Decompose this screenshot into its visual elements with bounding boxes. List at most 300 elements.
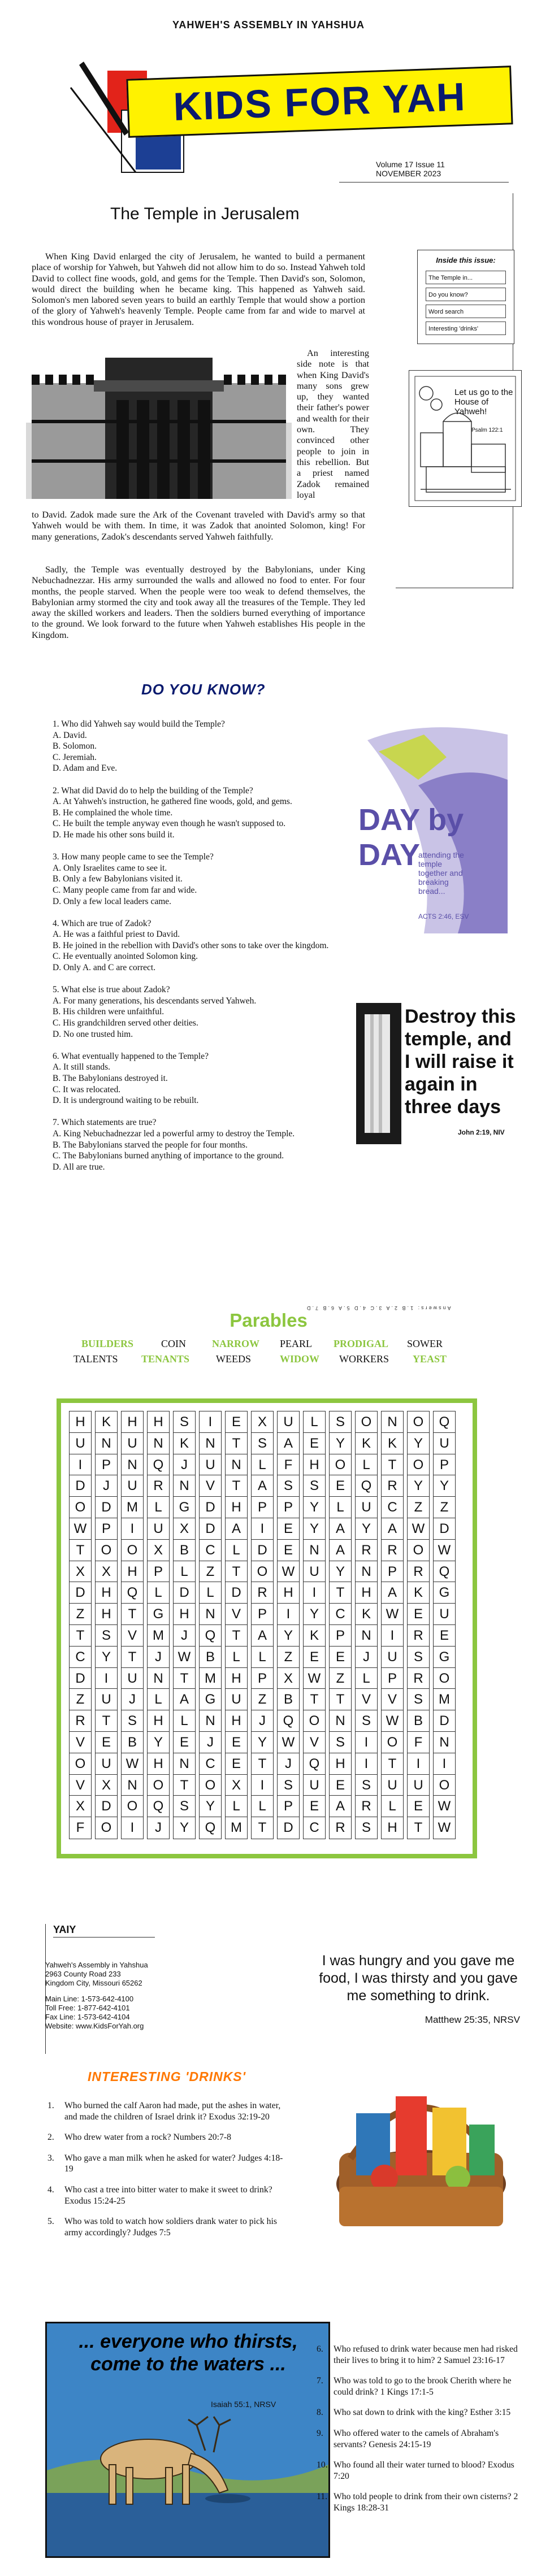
grid-cell[interactable]: E <box>225 1411 248 1433</box>
grid-cell[interactable]: U <box>277 1411 300 1433</box>
grid-cell[interactable]: O <box>355 1411 378 1433</box>
grid-cell[interactable]: M <box>121 1496 144 1519</box>
grid-cell[interactable]: V <box>69 1774 92 1797</box>
grid-cell[interactable]: S <box>355 1774 378 1797</box>
grid-cell[interactable]: X <box>69 1561 92 1583</box>
grid-cell[interactable]: L <box>251 1795 274 1818</box>
grid-cell[interactable]: J <box>251 1710 274 1732</box>
grid-cell[interactable]: T <box>407 1817 430 1839</box>
grid-cell[interactable]: T <box>381 1753 404 1775</box>
grid-cell[interactable]: R <box>329 1817 352 1839</box>
grid-cell[interactable]: Z <box>69 1603 92 1626</box>
grid-cell[interactable]: J <box>147 1646 170 1669</box>
grid-cell[interactable]: M <box>433 1688 456 1711</box>
grid-cell[interactable]: E <box>277 1539 300 1562</box>
grid-cell[interactable]: H <box>225 1496 248 1519</box>
grid-cell[interactable]: P <box>95 1454 118 1476</box>
grid-cell[interactable]: H <box>225 1667 248 1690</box>
grid-cell[interactable]: T <box>303 1688 326 1711</box>
grid-cell[interactable]: N <box>95 1432 118 1455</box>
grid-cell[interactable]: L <box>173 1561 196 1583</box>
grid-cell[interactable]: K <box>355 1432 378 1455</box>
grid-cell[interactable]: L <box>173 1710 196 1732</box>
grid-cell[interactable]: K <box>173 1432 196 1455</box>
grid-cell[interactable]: T <box>329 1688 352 1711</box>
grid-cell[interactable]: M <box>147 1624 170 1647</box>
grid-cell[interactable]: R <box>381 1539 404 1562</box>
grid-cell[interactable]: U <box>69 1432 92 1455</box>
grid-cell[interactable]: N <box>199 1432 222 1455</box>
grid-cell[interactable]: J <box>147 1817 170 1839</box>
grid-cell[interactable]: A <box>381 1582 404 1604</box>
grid-cell[interactable]: T <box>329 1582 352 1604</box>
grid-cell[interactable]: O <box>147 1774 170 1797</box>
grid-cell[interactable]: U <box>225 1688 248 1711</box>
grid-cell[interactable]: C <box>381 1496 404 1519</box>
grid-cell[interactable]: U <box>303 1774 326 1797</box>
grid-cell[interactable]: V <box>225 1603 248 1626</box>
grid-cell[interactable]: T <box>121 1646 144 1669</box>
grid-cell[interactable]: B <box>199 1646 222 1669</box>
grid-cell[interactable]: Y <box>407 1432 430 1455</box>
grid-cell[interactable]: E <box>329 1646 352 1669</box>
grid-cell[interactable]: X <box>147 1539 170 1562</box>
grid-cell[interactable]: H <box>303 1454 326 1476</box>
grid-cell[interactable]: Y <box>303 1603 326 1626</box>
grid-cell[interactable]: P <box>251 1603 274 1626</box>
grid-cell[interactable]: N <box>433 1731 456 1754</box>
grid-cell[interactable]: O <box>407 1411 430 1433</box>
grid-cell[interactable]: E <box>173 1731 196 1754</box>
grid-cell[interactable]: R <box>355 1539 378 1562</box>
grid-cell[interactable]: A <box>277 1432 300 1455</box>
grid-cell[interactable]: H <box>225 1710 248 1732</box>
grid-cell[interactable]: E <box>407 1795 430 1818</box>
grid-cell[interactable]: J <box>173 1624 196 1647</box>
grid-cell[interactable]: T <box>225 1561 248 1583</box>
grid-cell[interactable]: D <box>225 1582 248 1604</box>
grid-cell[interactable]: N <box>303 1539 326 1562</box>
grid-cell[interactable]: Y <box>173 1817 196 1839</box>
grid-cell[interactable]: N <box>355 1624 378 1647</box>
grid-cell[interactable]: E <box>95 1731 118 1754</box>
grid-cell[interactable]: E <box>433 1624 456 1647</box>
grid-cell[interactable]: N <box>199 1603 222 1626</box>
grid-cell[interactable]: D <box>69 1475 92 1497</box>
grid-cell[interactable]: S <box>355 1710 378 1732</box>
grid-cell[interactable]: G <box>433 1582 456 1604</box>
grid-cell[interactable]: T <box>69 1624 92 1647</box>
grid-cell[interactable]: P <box>251 1667 274 1690</box>
grid-cell[interactable]: A <box>173 1688 196 1711</box>
grid-cell[interactable]: N <box>147 1432 170 1455</box>
grid-cell[interactable]: O <box>329 1454 352 1476</box>
grid-cell[interactable]: N <box>329 1710 352 1732</box>
grid-cell[interactable]: J <box>121 1688 144 1711</box>
grid-cell[interactable]: I <box>433 1753 456 1775</box>
grid-cell[interactable]: S <box>407 1646 430 1669</box>
grid-cell[interactable]: Y <box>329 1561 352 1583</box>
grid-cell[interactable]: M <box>225 1817 248 1839</box>
grid-cell[interactable]: J <box>95 1475 118 1497</box>
grid-cell[interactable]: H <box>329 1753 352 1775</box>
grid-cell[interactable]: V <box>69 1731 92 1754</box>
grid-cell[interactable]: T <box>251 1817 274 1839</box>
grid-cell[interactable]: H <box>381 1817 404 1839</box>
grid-cell[interactable]: H <box>147 1710 170 1732</box>
grid-cell[interactable]: I <box>355 1753 378 1775</box>
grid-cell[interactable]: E <box>225 1753 248 1775</box>
grid-cell[interactable]: W <box>433 1539 456 1562</box>
grid-cell[interactable]: Q <box>121 1582 144 1604</box>
grid-cell[interactable]: T <box>225 1475 248 1497</box>
grid-cell[interactable]: P <box>277 1496 300 1519</box>
grid-cell[interactable]: S <box>173 1411 196 1433</box>
grid-cell[interactable]: P <box>277 1795 300 1818</box>
grid-cell[interactable]: S <box>121 1710 144 1732</box>
grid-cell[interactable]: U <box>355 1496 378 1519</box>
grid-cell[interactable]: F <box>407 1731 430 1754</box>
grid-cell[interactable]: N <box>199 1710 222 1732</box>
grid-cell[interactable]: D <box>251 1539 274 1562</box>
grid-cell[interactable]: E <box>329 1475 352 1497</box>
grid-cell[interactable]: V <box>199 1475 222 1497</box>
grid-cell[interactable]: Q <box>147 1454 170 1476</box>
grid-cell[interactable]: U <box>147 1518 170 1540</box>
grid-cell[interactable]: O <box>303 1710 326 1732</box>
grid-cell[interactable]: L <box>147 1582 170 1604</box>
grid-cell[interactable]: T <box>381 1454 404 1476</box>
grid-cell[interactable]: I <box>381 1624 404 1647</box>
grid-cell[interactable]: N <box>225 1454 248 1476</box>
grid-cell[interactable]: P <box>381 1667 404 1690</box>
grid-cell[interactable]: N <box>173 1753 196 1775</box>
grid-cell[interactable]: X <box>69 1795 92 1818</box>
grid-cell[interactable]: I <box>251 1518 274 1540</box>
grid-cell[interactable]: D <box>69 1667 92 1690</box>
grid-cell[interactable]: A <box>329 1518 352 1540</box>
grid-cell[interactable]: K <box>355 1603 378 1626</box>
grid-cell[interactable]: O <box>121 1539 144 1562</box>
grid-cell[interactable]: A <box>251 1624 274 1647</box>
grid-cell[interactable]: C <box>199 1539 222 1562</box>
grid-cell[interactable]: D <box>95 1795 118 1818</box>
grid-cell[interactable]: G <box>199 1688 222 1711</box>
grid-cell[interactable]: D <box>199 1496 222 1519</box>
grid-cell[interactable]: O <box>95 1817 118 1839</box>
grid-cell[interactable]: J <box>355 1646 378 1669</box>
grid-cell[interactable]: H <box>277 1582 300 1604</box>
grid-cell[interactable]: S <box>355 1817 378 1839</box>
grid-cell[interactable]: A <box>381 1518 404 1540</box>
grid-cell[interactable]: X <box>277 1667 300 1690</box>
grid-cell[interactable]: Q <box>355 1475 378 1497</box>
grid-cell[interactable]: D <box>277 1817 300 1839</box>
grid-cell[interactable]: U <box>95 1688 118 1711</box>
grid-cell[interactable]: D <box>433 1518 456 1540</box>
grid-cell[interactable]: D <box>69 1582 92 1604</box>
grid-cell[interactable]: R <box>355 1795 378 1818</box>
grid-cell[interactable]: H <box>121 1561 144 1583</box>
grid-cell[interactable]: Y <box>251 1731 274 1754</box>
grid-cell[interactable]: Q <box>199 1624 222 1647</box>
grid-cell[interactable]: K <box>303 1624 326 1647</box>
grid-cell[interactable]: C <box>199 1753 222 1775</box>
grid-cell[interactable]: W <box>69 1518 92 1540</box>
grid-cell[interactable]: I <box>121 1518 144 1540</box>
grid-cell[interactable]: W <box>121 1753 144 1775</box>
grid-cell[interactable]: V <box>381 1688 404 1711</box>
grid-cell[interactable]: I <box>95 1667 118 1690</box>
grid-cell[interactable]: L <box>303 1411 326 1433</box>
grid-cell[interactable]: I <box>69 1454 92 1476</box>
grid-cell[interactable]: A <box>225 1518 248 1540</box>
grid-cell[interactable]: U <box>121 1667 144 1690</box>
grid-cell[interactable]: P <box>329 1624 352 1647</box>
grid-cell[interactable]: S <box>329 1411 352 1433</box>
grid-cell[interactable]: S <box>329 1731 352 1754</box>
grid-cell[interactable]: S <box>251 1432 274 1455</box>
grid-cell[interactable]: U <box>303 1561 326 1583</box>
grid-cell[interactable]: L <box>355 1454 378 1476</box>
grid-cell[interactable]: D <box>199 1518 222 1540</box>
grid-cell[interactable]: T <box>95 1710 118 1732</box>
grid-cell[interactable]: U <box>381 1646 404 1669</box>
grid-cell[interactable]: Q <box>147 1795 170 1818</box>
grid-cell[interactable]: Q <box>277 1710 300 1732</box>
grid-cell[interactable]: T <box>225 1432 248 1455</box>
grid-cell[interactable]: O <box>433 1667 456 1690</box>
grid-cell[interactable]: W <box>303 1667 326 1690</box>
grid-cell[interactable]: B <box>277 1688 300 1711</box>
grid-cell[interactable]: Y <box>95 1646 118 1669</box>
grid-cell[interactable]: I <box>303 1582 326 1604</box>
grid-cell[interactable]: Y <box>147 1731 170 1754</box>
grid-cell[interactable]: H <box>147 1411 170 1433</box>
grid-cell[interactable]: I <box>121 1817 144 1839</box>
grid-cell[interactable]: H <box>355 1582 378 1604</box>
grid-cell[interactable]: L <box>381 1795 404 1818</box>
grid-cell[interactable]: V <box>121 1624 144 1647</box>
grid-cell[interactable]: S <box>407 1688 430 1711</box>
grid-cell[interactable]: X <box>173 1518 196 1540</box>
grid-cell[interactable]: O <box>95 1539 118 1562</box>
grid-cell[interactable]: K <box>95 1411 118 1433</box>
grid-cell[interactable]: D <box>173 1582 196 1604</box>
grid-cell[interactable]: W <box>381 1710 404 1732</box>
grid-cell[interactable]: L <box>199 1582 222 1604</box>
grid-cell[interactable]: L <box>225 1795 248 1818</box>
grid-cell[interactable]: F <box>277 1454 300 1476</box>
grid-cell[interactable]: Y <box>329 1432 352 1455</box>
grid-cell[interactable]: E <box>303 1646 326 1669</box>
grid-cell[interactable]: I <box>355 1731 378 1754</box>
grid-cell[interactable]: W <box>433 1817 456 1839</box>
grid-cell[interactable]: I <box>251 1774 274 1797</box>
grid-cell[interactable]: C <box>69 1646 92 1669</box>
grid-cell[interactable]: L <box>329 1496 352 1519</box>
grid-cell[interactable]: Q <box>199 1817 222 1839</box>
grid-cell[interactable]: T <box>173 1667 196 1690</box>
grid-cell[interactable]: W <box>381 1603 404 1626</box>
grid-cell[interactable]: D <box>433 1710 456 1732</box>
grid-cell[interactable]: Z <box>251 1688 274 1711</box>
grid-cell[interactable]: Y <box>199 1795 222 1818</box>
grid-cell[interactable]: S <box>95 1624 118 1647</box>
grid-cell[interactable]: X <box>251 1411 274 1433</box>
grid-cell[interactable]: U <box>95 1753 118 1775</box>
grid-cell[interactable]: F <box>69 1817 92 1839</box>
grid-cell[interactable]: E <box>329 1774 352 1797</box>
grid-cell[interactable]: K <box>407 1582 430 1604</box>
grid-cell[interactable]: T <box>251 1753 274 1775</box>
grid-cell[interactable]: L <box>251 1646 274 1669</box>
grid-cell[interactable]: O <box>407 1539 430 1562</box>
grid-cell[interactable]: L <box>147 1688 170 1711</box>
grid-cell[interactable]: Y <box>407 1475 430 1497</box>
grid-cell[interactable]: W <box>277 1731 300 1754</box>
grid-cell[interactable]: H <box>121 1411 144 1433</box>
grid-cell[interactable]: P <box>147 1561 170 1583</box>
grid-cell[interactable]: Q <box>433 1561 456 1583</box>
grid-cell[interactable]: L <box>225 1539 248 1562</box>
grid-cell[interactable]: U <box>407 1774 430 1797</box>
grid-cell[interactable]: U <box>433 1432 456 1455</box>
grid-cell[interactable]: Z <box>407 1496 430 1519</box>
grid-cell[interactable]: Y <box>303 1518 326 1540</box>
grid-cell[interactable]: H <box>95 1582 118 1604</box>
grid-cell[interactable]: S <box>277 1475 300 1497</box>
grid-cell[interactable]: A <box>329 1795 352 1818</box>
grid-cell[interactable]: E <box>407 1603 430 1626</box>
grid-cell[interactable]: R <box>69 1710 92 1732</box>
grid-cell[interactable]: Z <box>199 1561 222 1583</box>
grid-cell[interactable]: R <box>407 1561 430 1583</box>
grid-cell[interactable]: Q <box>433 1411 456 1433</box>
grid-cell[interactable]: V <box>355 1688 378 1711</box>
grid-cell[interactable]: V <box>303 1731 326 1754</box>
grid-cell[interactable]: I <box>407 1753 430 1775</box>
grid-cell[interactable]: U <box>433 1603 456 1626</box>
grid-cell[interactable]: N <box>173 1475 196 1497</box>
grid-cell[interactable]: T <box>69 1539 92 1562</box>
grid-cell[interactable]: E <box>303 1795 326 1818</box>
grid-cell[interactable]: E <box>277 1518 300 1540</box>
grid-cell[interactable]: L <box>225 1646 248 1669</box>
grid-cell[interactable]: R <box>251 1582 274 1604</box>
grid-cell[interactable]: P <box>95 1518 118 1540</box>
grid-cell[interactable]: H <box>69 1411 92 1433</box>
grid-cell[interactable]: T <box>121 1603 144 1626</box>
grid-cell[interactable]: O <box>69 1753 92 1775</box>
grid-cell[interactable]: C <box>329 1603 352 1626</box>
grid-cell[interactable]: P <box>433 1454 456 1476</box>
grid-cell[interactable]: N <box>355 1561 378 1583</box>
grid-cell[interactable]: J <box>277 1753 300 1775</box>
grid-cell[interactable]: Y <box>277 1624 300 1647</box>
grid-cell[interactable]: X <box>95 1561 118 1583</box>
grid-cell[interactable]: B <box>121 1731 144 1754</box>
grid-cell[interactable]: R <box>147 1475 170 1497</box>
grid-cell[interactable]: C <box>303 1817 326 1839</box>
grid-cell[interactable]: N <box>147 1667 170 1690</box>
grid-cell[interactable]: R <box>407 1624 430 1647</box>
grid-cell[interactable]: N <box>121 1774 144 1797</box>
grid-cell[interactable]: U <box>199 1454 222 1476</box>
grid-cell[interactable]: X <box>225 1774 248 1797</box>
grid-cell[interactable]: X <box>95 1774 118 1797</box>
grid-cell[interactable]: W <box>407 1518 430 1540</box>
grid-cell[interactable]: R <box>407 1667 430 1690</box>
grid-cell[interactable]: J <box>199 1731 222 1754</box>
grid-cell[interactable]: H <box>173 1603 196 1626</box>
website[interactable]: Website: www.KidsForYah.org <box>45 2022 144 2030</box>
grid-cell[interactable]: O <box>433 1774 456 1797</box>
grid-cell[interactable]: D <box>95 1496 118 1519</box>
grid-cell[interactable]: O <box>251 1561 274 1583</box>
grid-cell[interactable]: O <box>199 1774 222 1797</box>
grid-cell[interactable]: A <box>329 1539 352 1562</box>
grid-cell[interactable]: T <box>225 1624 248 1647</box>
grid-cell[interactable]: Z <box>433 1496 456 1519</box>
grid-cell[interactable]: P <box>251 1496 274 1519</box>
grid-cell[interactable]: O <box>381 1731 404 1754</box>
grid-cell[interactable]: Y <box>355 1518 378 1540</box>
grid-cell[interactable]: O <box>69 1496 92 1519</box>
grid-cell[interactable]: M <box>199 1667 222 1690</box>
grid-cell[interactable]: S <box>173 1795 196 1818</box>
grid-cell[interactable]: N <box>121 1454 144 1476</box>
grid-cell[interactable]: Q <box>303 1753 326 1775</box>
grid-cell[interactable]: Y <box>433 1475 456 1497</box>
grid-cell[interactable]: W <box>277 1561 300 1583</box>
grid-cell[interactable]: L <box>355 1667 378 1690</box>
grid-cell[interactable]: Z <box>277 1646 300 1669</box>
grid-cell[interactable]: Z <box>329 1667 352 1690</box>
grid-cell[interactable]: B <box>407 1710 430 1732</box>
grid-cell[interactable]: U <box>121 1475 144 1497</box>
grid-cell[interactable]: L <box>251 1454 274 1476</box>
grid-cell[interactable]: O <box>407 1454 430 1476</box>
grid-cell[interactable]: P <box>381 1561 404 1583</box>
grid-cell[interactable]: U <box>121 1432 144 1455</box>
grid-cell[interactable]: W <box>433 1795 456 1818</box>
grid-cell[interactable]: I <box>277 1603 300 1626</box>
grid-cell[interactable]: K <box>381 1432 404 1455</box>
grid-cell[interactable]: J <box>173 1454 196 1476</box>
grid-cell[interactable]: S <box>277 1774 300 1797</box>
grid-cell[interactable]: U <box>381 1774 404 1797</box>
grid-cell[interactable]: G <box>173 1496 196 1519</box>
grid-cell[interactable]: A <box>251 1475 274 1497</box>
grid-cell[interactable]: R <box>381 1475 404 1497</box>
grid-cell[interactable]: Z <box>69 1688 92 1711</box>
grid-cell[interactable]: G <box>433 1646 456 1669</box>
grid-cell[interactable]: Y <box>303 1496 326 1519</box>
grid-cell[interactable]: L <box>147 1496 170 1519</box>
grid-cell[interactable]: N <box>381 1411 404 1433</box>
grid-cell[interactable]: S <box>303 1475 326 1497</box>
grid-cell[interactable]: O <box>121 1795 144 1818</box>
grid-cell[interactable]: W <box>173 1646 196 1669</box>
grid-cell[interactable]: E <box>303 1432 326 1455</box>
grid-cell[interactable]: H <box>95 1603 118 1626</box>
grid-cell[interactable]: E <box>225 1731 248 1754</box>
grid-cell[interactable]: B <box>173 1539 196 1562</box>
grid-cell[interactable]: T <box>173 1774 196 1797</box>
grid-cell[interactable]: H <box>147 1753 170 1775</box>
grid-cell[interactable]: I <box>199 1411 222 1433</box>
